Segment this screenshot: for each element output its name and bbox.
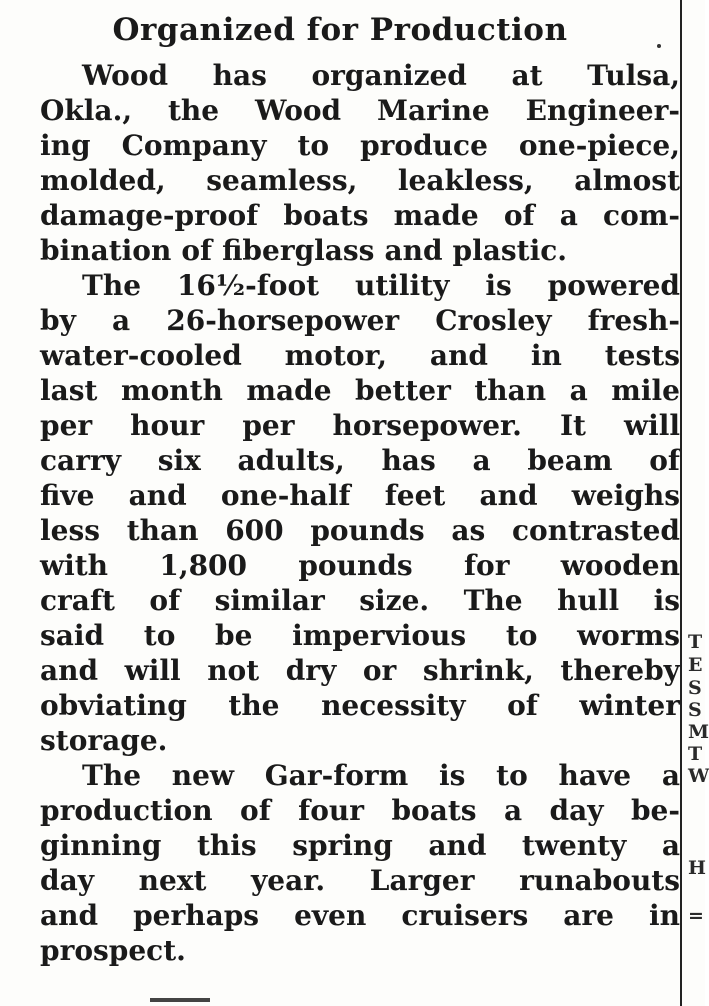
article-line: The new Gar-form is to have a	[82, 759, 680, 792]
bottom-print-fragment	[150, 998, 210, 1002]
margin-fragment: S	[688, 677, 702, 699]
article-line: Okla., the Wood Marine Engineer-	[40, 94, 680, 127]
article-body	[40, 58, 680, 968]
column-rule	[680, 0, 682, 1006]
margin-fragment: W	[688, 765, 709, 787]
margin-fragment: M	[688, 721, 709, 743]
article-line: molded, seamless, leakless, almost	[40, 164, 680, 197]
article-line: five and one-half feet and weighs	[40, 479, 680, 512]
article-line: day next year. Larger runabouts	[40, 864, 680, 897]
article-line: said to be impervious to worms	[40, 619, 680, 652]
article-line: craft of similar size. The hull is	[40, 584, 680, 617]
margin-fragment: S	[688, 699, 702, 721]
article-line: damage-proof boats made of a com-	[40, 199, 680, 232]
article-line: Wood has organized at Tulsa,	[82, 59, 680, 92]
article-line: per hour per horsepower. It will	[40, 409, 680, 442]
article-line: and perhaps even cruisers are in	[40, 899, 680, 932]
margin-fragment: E	[688, 654, 703, 676]
article-line: less than 600 pounds as contrasted	[40, 514, 680, 547]
article-line: bination of fiberglass and plastic.	[40, 234, 568, 267]
article-line: production of four boats a day be-	[40, 794, 680, 827]
article-line: prospect.	[40, 934, 186, 967]
article-line: obviating the necessity of winter	[40, 689, 680, 722]
margin-fragment: =	[688, 905, 704, 927]
article-line: water-cooled motor, and in tests	[40, 339, 680, 372]
margin-fragment: T	[688, 631, 703, 653]
article-line: by a 26-horsepower Crosley fresh-	[40, 304, 680, 337]
margin-fragment: H	[688, 857, 706, 879]
article-line: ginning this spring and twenty a	[40, 829, 680, 862]
article-headline: Organized for Production	[112, 12, 568, 48]
print-speck	[657, 44, 661, 48]
article-line: carry six adults, has a beam of	[40, 444, 680, 477]
article-line: ing Company to produce one-piece,	[40, 129, 680, 162]
article-line: The 16½-foot utility is powered	[82, 269, 680, 302]
article-line: last month made better than a mile	[40, 374, 680, 407]
article-line: storage.	[40, 724, 168, 757]
margin-fragment: T	[688, 743, 703, 765]
article-line: with 1,800 pounds for wooden	[40, 549, 680, 582]
article-line: and will not dry or shrink, thereby	[40, 654, 680, 687]
